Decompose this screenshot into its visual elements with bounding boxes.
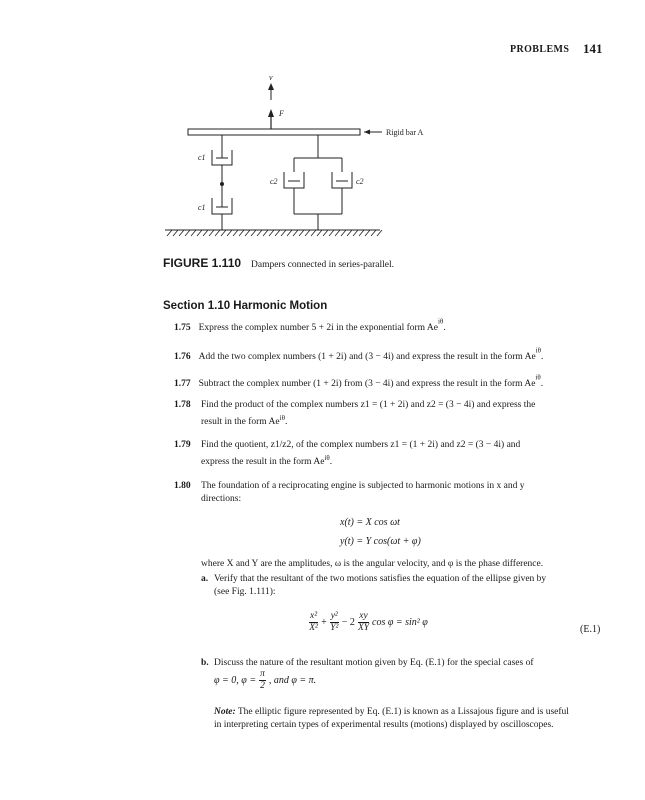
hatch-stroke [359,230,364,236]
plus-sign: + [321,617,327,628]
hatch-stroke [209,230,214,236]
frac-denominator: XY [357,623,370,633]
hatch-stroke [365,230,370,236]
hatch-stroke [185,230,190,236]
frac-numerator: π [260,669,265,679]
part-a-line: Verify that the resultant of the two motions satisfies the equation of the ellipse given by [214,574,547,584]
problem-line: directions: [201,494,242,504]
hatch-stroke [197,230,202,236]
problem-line-text: express the result in the form Ae [201,457,325,468]
phi-cases-end: , and φ = π. [268,675,317,686]
rigid-bar [188,129,360,135]
hatch-stroke [275,230,280,236]
minus-two: − 2 [341,617,355,628]
problem-number: 1.77 [174,379,191,389]
hatch-stroke [305,230,310,236]
problem-number: 1.79 [174,440,191,450]
ellipse-equation [309,611,428,634]
note-label: Note: [214,707,236,717]
hatch-stroke [353,230,358,236]
part-b-text: Discuss the nature of the resultant motion given by Eq. (E.1) for the special cases of [214,658,534,668]
problem-number: 1.75 [174,323,191,333]
hatch-stroke [251,230,256,236]
problem-1-80-text [201,480,604,506]
hatch-stroke [203,230,208,236]
velocity-arrowhead [268,83,274,90]
problem-exponent: iθ [535,346,542,355]
hatch-stroke [317,230,322,236]
hatch-stroke [377,230,382,236]
equation-x-motion: x(t) = X cos ωt [340,517,400,528]
hatch-stroke [173,230,178,236]
problem-tail: . [284,417,288,428]
figure-caption-number: FIGURE 1.110 [163,256,242,270]
problem-exponent: iθ [279,414,285,422]
hatch-stroke [239,230,244,236]
figure-caption [163,254,394,272]
frac-denominator: X² [309,623,318,633]
hatch-stroke [347,230,352,236]
hatch-stroke [191,230,196,236]
hatch-stroke [233,230,238,236]
problem-number: 1.76 [174,352,191,362]
frac-numerator: y² [330,611,338,621]
phi-special-cases [214,669,316,692]
hatch-stroke [371,230,376,236]
problem-1-79-text [201,439,604,469]
force-arrowhead [268,109,274,117]
hatch-stroke [167,230,172,236]
problem-exponent: iθ [324,454,330,462]
c2-left-cylinder [284,172,304,188]
label-c1-bottom: c1 [198,203,206,212]
figure-caption-text: Dampers connected in series-parallel. [251,260,395,270]
frac-numerator: xy [359,611,368,621]
ground-hatching [167,230,382,236]
note-line [214,706,606,719]
equation-label-e1: (E.1) [580,624,601,635]
hatch-stroke [299,230,304,236]
frac-denominator: 2 [260,681,265,691]
problem-exponent: iθ [535,373,541,382]
hatch-stroke [341,230,346,236]
problem-line: Find the quotient, z1/z2, of the complex numbers z1 = (1 + 2i) and z2 = (3 − 4i) and [201,440,521,450]
phi-cases-start: φ = 0, φ = [214,675,257,686]
where-text: where X and Y are the amplitudes, ω is the angular velocity, and φ is the phase difference. [201,559,544,569]
problem-text: Add the two complex numbers (1 + 2i) and (3 − 4i) and express the result in the form Ae [198,352,536,362]
ellipse-tail: cos φ = sin² φ [372,617,428,628]
problem-line: The foundation of a reciprocating engine is subjected to harmonic motions in x and y [201,481,525,491]
frac-x2-X2 [309,611,318,634]
hatch-stroke [227,230,232,236]
problem-tail: . [541,352,544,362]
problem-line [201,412,604,429]
problem-line: Find the product of the complex numbers z1 = (1 + 2i) and z2 = (3 − 4i) and express the [201,400,536,410]
frac-y2-Y2 [330,611,339,634]
problem-tail: . [329,457,333,468]
problem-1-77 [174,373,604,391]
problem-1-75 [174,317,604,335]
hatch-stroke [257,230,262,236]
hatch-stroke [311,230,316,236]
problem-line-text: result in the form Ae [201,417,280,428]
frac-xy-XY [358,611,369,634]
label-rigid-bar: Rigid bar A [386,128,424,137]
label-c2-left: c2 [270,177,278,186]
section-title: Section 1.10 Harmonic Motion [163,300,328,312]
note-line: in interpreting certain types of experimental results (motions) displayed by oscilloscopes. [214,720,554,730]
page-number: 141 [583,41,603,56]
problem-1-78-text [201,399,604,429]
problem-number: 1.80 [174,481,191,491]
problem-exponent: iθ [438,317,444,326]
label-v: v [269,73,273,82]
label-c1-top: c1 [198,153,206,162]
hatch-stroke [329,230,334,236]
part-b-label: b. [201,658,209,668]
problem-line [201,452,604,469]
hatch-stroke [269,230,274,236]
note-paragraph [214,706,606,732]
problem-tail: . [540,379,544,389]
note-line-text: The elliptic figure represented by Eq. (E.1) is known as a Lissajous figure and is useful [237,707,569,717]
hatch-stroke [287,230,292,236]
hatch-stroke [263,230,268,236]
problem-number: 1.78 [174,400,191,410]
frac-pi-2 [259,669,266,692]
hatch-stroke [221,230,226,236]
hatch-stroke [215,230,220,236]
problem-text: Subtract the complex number (1 + 2i) from (3 − 4i) and express the result in the form Ae [198,379,536,389]
hatch-stroke [293,230,298,236]
part-a-label: a. [201,574,209,584]
series-junction-node [220,182,224,186]
frac-numerator: x² [310,611,318,621]
hatch-stroke [179,230,184,236]
hatch-stroke [323,230,328,236]
problem-text: Express the complex number 5 + 2i in the exponential form Ae [198,323,438,333]
label-F: F [279,109,284,118]
problem-tail: . [443,323,446,333]
part-a-text [214,573,605,599]
problem-1-76 [174,346,604,364]
part-a-line: (see Fig. 1.111): [214,587,276,597]
frac-denominator: Y² [330,623,339,633]
running-header-title: PROBLEMS [510,44,570,55]
hatch-stroke [245,230,250,236]
label-c2-right: c2 [356,177,364,186]
hatch-stroke [281,230,286,236]
hatch-stroke [335,230,340,236]
equation-y-motion: y(t) = Y cos(ωt + φ) [340,536,421,547]
rigid-bar-pointer-head [364,130,370,135]
c2-right-cylinder [332,172,352,188]
figure-dampers-diagram [0,0,645,250]
